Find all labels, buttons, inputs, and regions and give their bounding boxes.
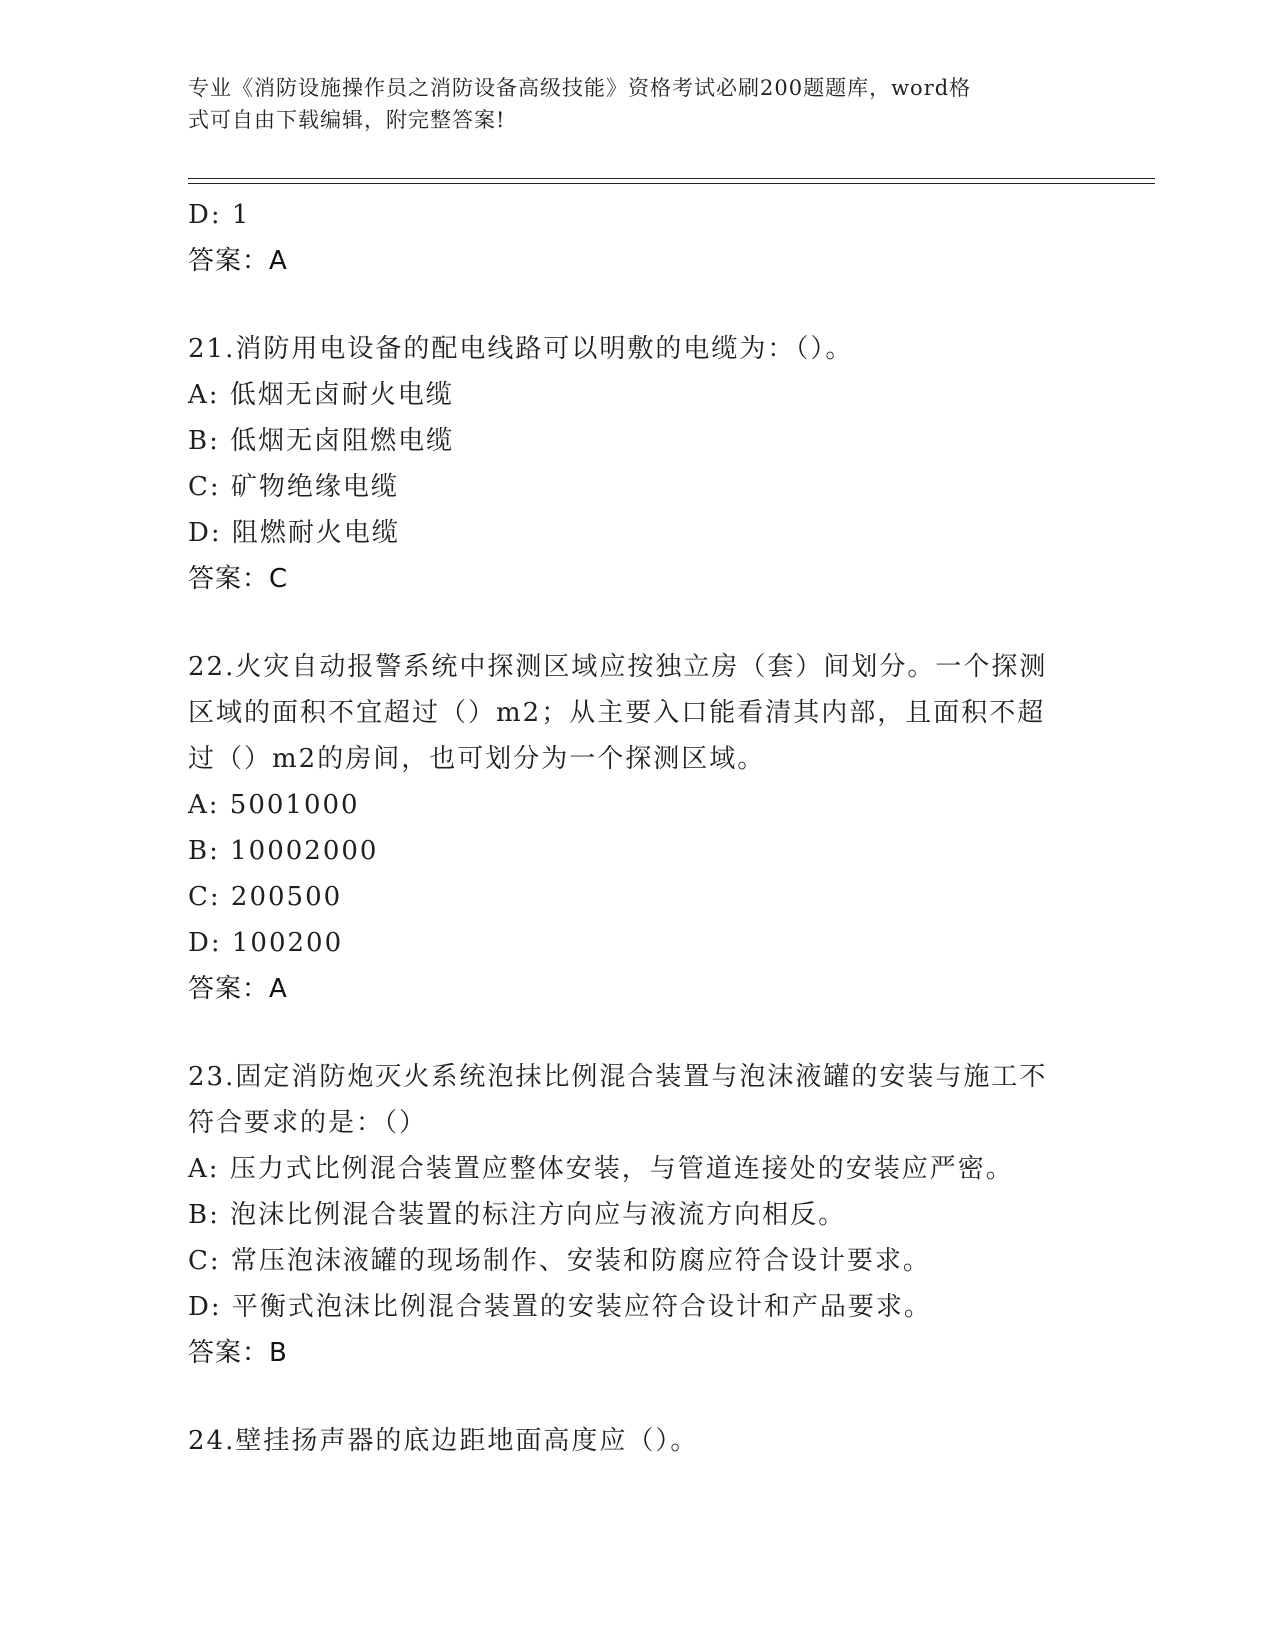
option-d: D: 平衡式泡沫比例混合装置的安装应符合设计和产品要求。	[188, 1292, 932, 1322]
option-c: C: 矿物绝缘电缆	[188, 472, 399, 502]
header-title-line-2: 式可自由下载编辑，附完整答案!	[188, 108, 506, 132]
option-a: A: 低烟无卤耐火电缆	[188, 380, 454, 410]
question-block-24	[188, 1418, 1088, 1464]
option-d: D: 阻燃耐火电缆	[188, 518, 400, 548]
answer-line: 答案：B	[188, 1338, 288, 1368]
document-header	[188, 72, 1068, 136]
spacer	[188, 602, 1088, 644]
leading-answer: 答案：A	[188, 246, 288, 276]
answer-line: 答案：C	[188, 564, 289, 594]
document-body	[188, 192, 1088, 1464]
answer-line: 答案：A	[188, 974, 288, 1004]
option-c: C: 200500	[188, 882, 343, 912]
spacer	[188, 1012, 1088, 1054]
question-stem: 24.壁挂扬声器的底边距地面高度应（）。	[188, 1426, 699, 1456]
option-b: B: 低烟无卤阻燃电缆	[188, 426, 455, 456]
header-title-line-1: 专业《消防设施操作员之消防设备高级技能》资格考试必刷200题题库，word格	[188, 76, 972, 100]
question-block-23	[188, 1054, 1088, 1376]
question-stem-line-1: 22.火灾自动报警系统中探测区域应按独立房（套）间划分。一个探测	[188, 652, 1048, 682]
question-stem-line-3: 过（）m2的房间，也可划分为一个探测区域。	[188, 744, 766, 774]
question-stem: 21.消防用电设备的配电线路可以明敷的电缆为：（）。	[188, 334, 854, 364]
option-c: C: 常压泡沫液罐的现场制作、安装和防腐应符合设计要求。	[188, 1246, 931, 1276]
option-a: A: 压力式比例混合装置应整体安装，与管道连接处的安装应严密。	[188, 1154, 1014, 1184]
leading-option-d: D: 1	[188, 200, 251, 230]
spacer	[188, 1376, 1088, 1418]
header-rule-top	[188, 178, 1155, 179]
question-stem-line-1: 23.固定消防炮灭火系统泡抹比例混合装置与泡沫液罐的安装与施工不	[188, 1062, 1048, 1092]
option-d: D: 100200	[188, 928, 344, 958]
question-stem-line-2: 符合要求的是：（）	[188, 1108, 428, 1138]
question-block-21	[188, 326, 1088, 602]
option-a: A: 5001000	[188, 790, 360, 820]
option-b: B: 泡沫比例混合装置的标注方向应与液流方向相反。	[188, 1200, 847, 1230]
question-stem-line-2: 区域的面积不宜超过（）m2；从主要入口能看清其内部，且面积不超	[188, 698, 1046, 728]
header-rule-bottom	[188, 183, 1155, 184]
spacer	[188, 284, 1088, 326]
option-b: B: 10002000	[188, 836, 379, 866]
question-block-22	[188, 644, 1088, 1012]
